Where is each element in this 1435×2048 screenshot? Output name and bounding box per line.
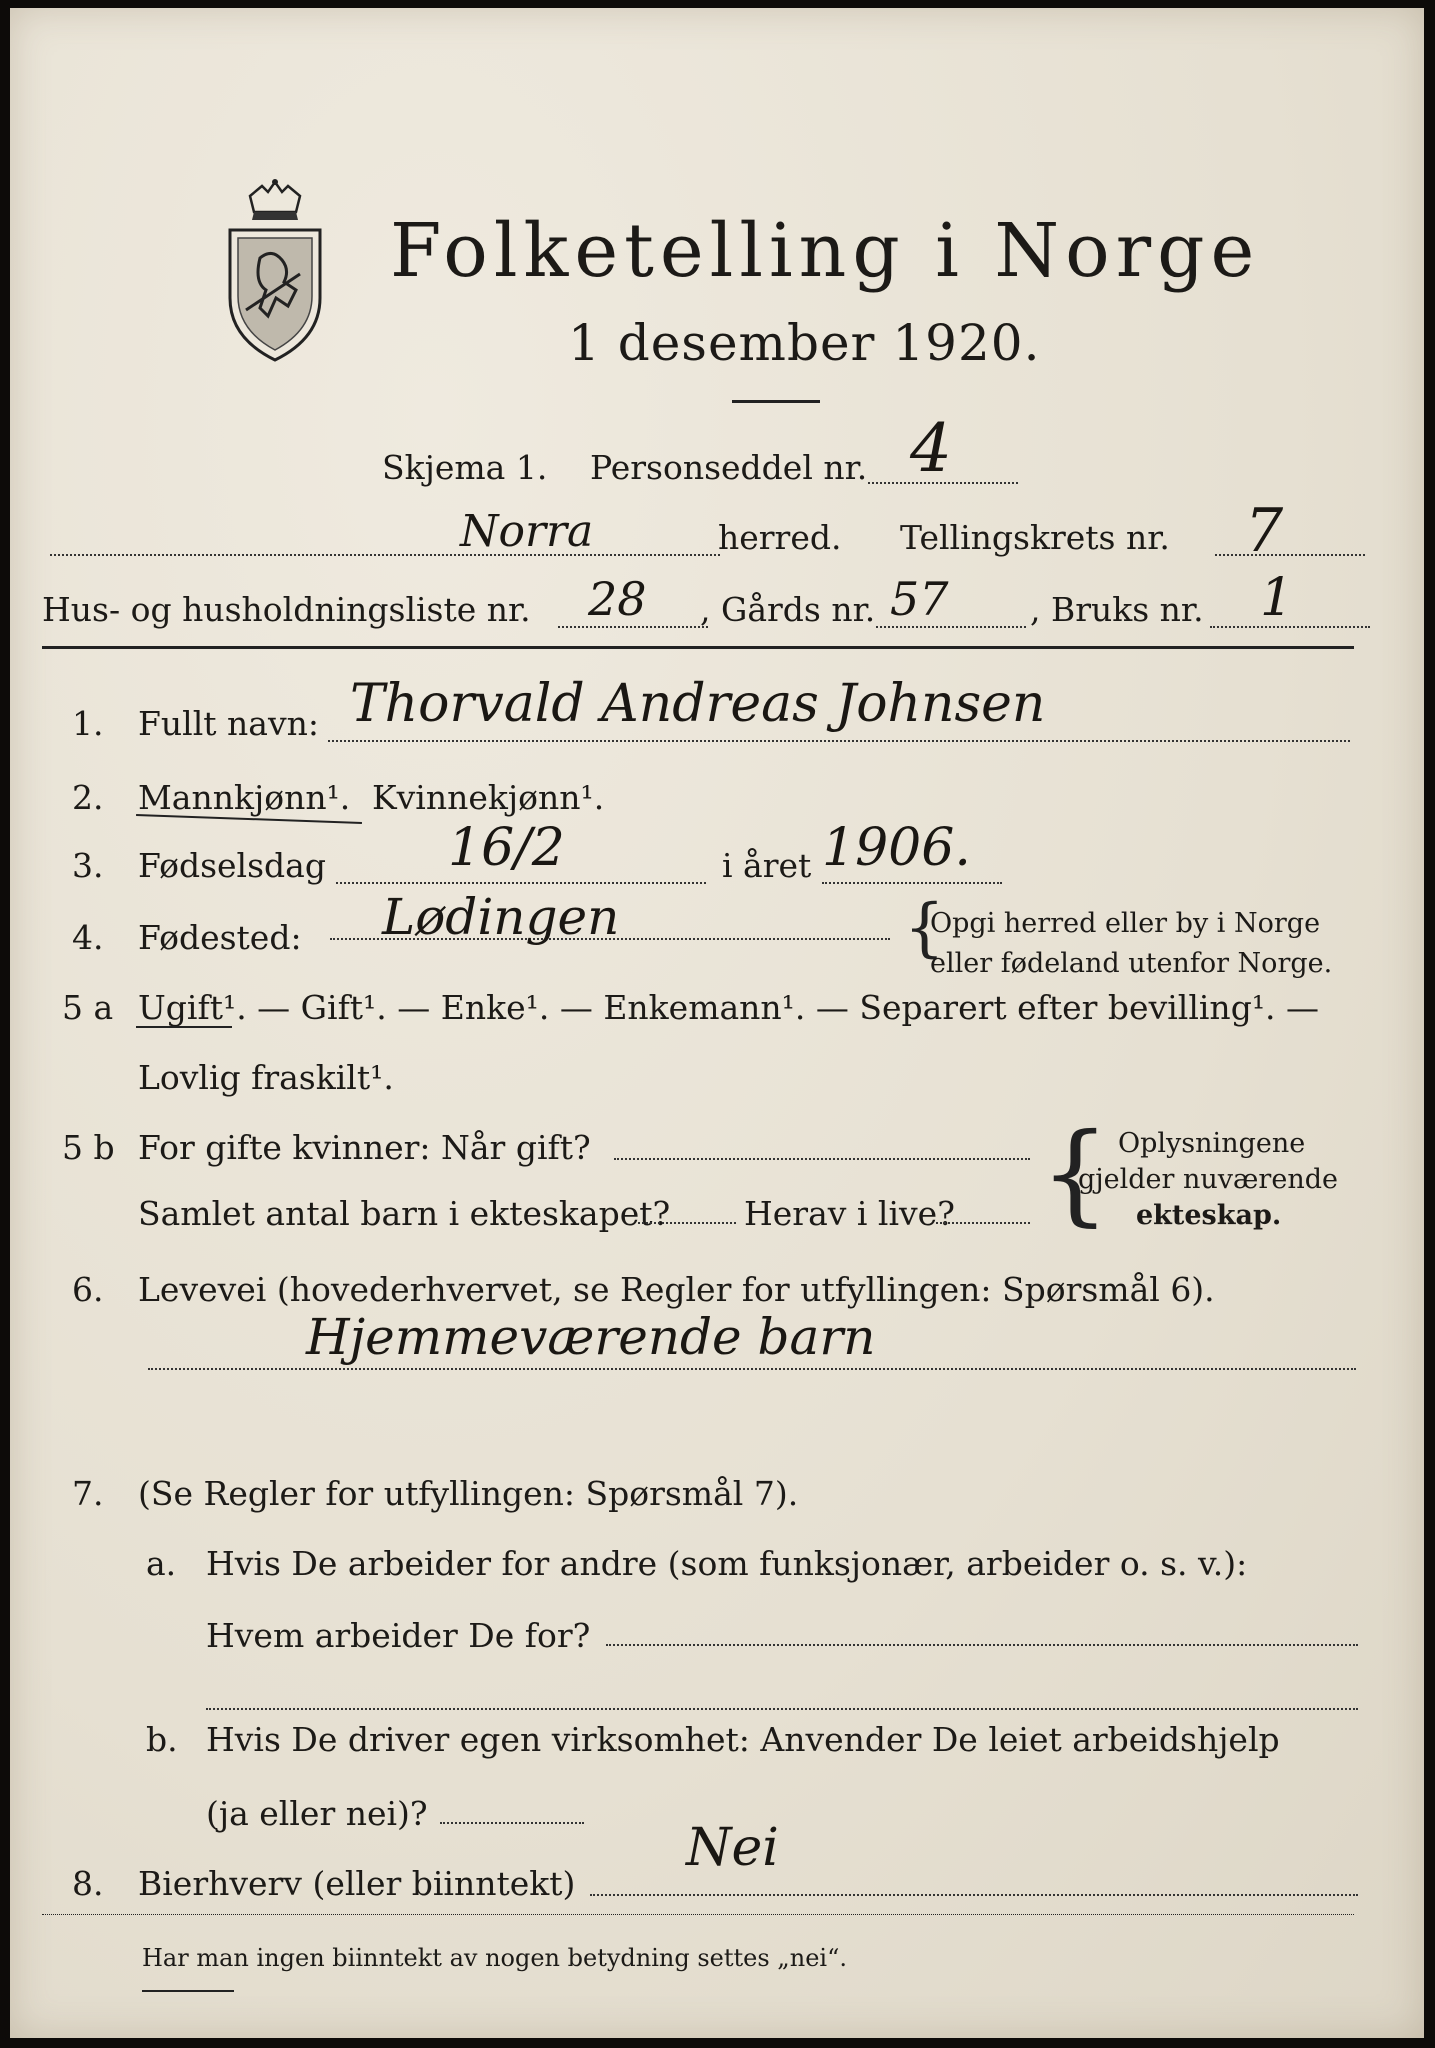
q5b-label-children: Samlet antal barn i ekteskapet? bbox=[138, 1194, 671, 1233]
q3-number: 3. bbox=[72, 846, 104, 885]
form-title: Folketelling i Norge bbox=[390, 208, 1261, 294]
gards-line bbox=[876, 626, 1026, 628]
q5b-married-line[interactable] bbox=[614, 1158, 1030, 1160]
gards-value[interactable]: 57 bbox=[890, 572, 949, 626]
census-date: 1 desember 1920. bbox=[568, 314, 1041, 372]
q4-brace: { bbox=[904, 891, 945, 965]
personseddel-value[interactable]: 4 bbox=[910, 410, 952, 487]
title-divider bbox=[732, 400, 820, 403]
q5b-note-line3: ekteskap. bbox=[1136, 1200, 1282, 1231]
q4-value[interactable]: Lødingen bbox=[382, 888, 620, 946]
q3-year-value[interactable]: 1906. bbox=[822, 818, 971, 878]
q7-label: (Se Regler for utfyllingen: Spørsmål 7). bbox=[138, 1474, 799, 1513]
hus-label: Hus- og husholdningsliste nr. bbox=[42, 590, 531, 629]
herred-value[interactable]: Norra bbox=[460, 506, 594, 557]
q5b-note-line1: Oplysningene bbox=[1118, 1128, 1306, 1159]
q7a-line2[interactable] bbox=[206, 1708, 1358, 1710]
q3-value[interactable]: 16/2 bbox=[448, 818, 565, 878]
q1-label: Fullt navn: bbox=[138, 704, 319, 743]
q8-extra-line bbox=[42, 1914, 1354, 1915]
footer-rule bbox=[142, 1990, 234, 1992]
q7b-letter: b. bbox=[146, 1720, 178, 1759]
tellingskrets-line bbox=[1215, 554, 1365, 556]
q6-line bbox=[148, 1368, 1356, 1370]
q8-number: 8. bbox=[72, 1864, 104, 1903]
herred-line bbox=[50, 554, 720, 556]
q2-female-option[interactable]: Kvinnekjønn¹. bbox=[372, 778, 605, 817]
header-divider bbox=[42, 646, 1354, 649]
norwegian-coat-of-arms-icon bbox=[210, 178, 340, 368]
q8-label: Bierhverv (eller biinntekt) bbox=[138, 1864, 576, 1903]
q5a-number: 5 a bbox=[62, 988, 114, 1027]
q5b-alive-line[interactable] bbox=[936, 1222, 1030, 1224]
q5a-ugift-underline bbox=[136, 1026, 232, 1028]
q2-number: 2. bbox=[72, 778, 104, 817]
q4-note-line1: Opgi herred eller by i Norge bbox=[930, 908, 1321, 939]
hus-line bbox=[558, 626, 708, 628]
q7b-label2: (ja eller nei)? bbox=[206, 1794, 428, 1833]
q1-line bbox=[328, 740, 1350, 742]
q6-number: 6. bbox=[72, 1270, 104, 1309]
q5b-number: 5 b bbox=[62, 1128, 115, 1167]
q3-year-line bbox=[822, 882, 1002, 884]
q5b-label-married: For gifte kvinner: Når gift? bbox=[138, 1128, 591, 1167]
q5b-label-alive: Herav i live? bbox=[744, 1194, 955, 1233]
q5b-children-line[interactable] bbox=[638, 1222, 736, 1224]
q7a-label2: Hvem arbeider De for? bbox=[206, 1616, 591, 1655]
q5b-note-line2: gjelder nuværende bbox=[1078, 1164, 1338, 1195]
q5b-brace: { bbox=[1040, 1109, 1110, 1237]
q4-number: 4. bbox=[72, 918, 104, 957]
q7a-line[interactable] bbox=[606, 1644, 1358, 1646]
q5a-options-line2[interactable]: Lovlig fraskilt¹. bbox=[138, 1058, 394, 1097]
personseddel-label: Personseddel nr. bbox=[590, 448, 868, 487]
q5a-options[interactable]: Ugift¹. — Gift¹. — Enke¹. — Enkemann¹. — Separert efter bevilling¹. — bbox=[138, 988, 1320, 1027]
census-form-page bbox=[10, 8, 1424, 2038]
q3-line bbox=[336, 882, 706, 884]
tellingskrets-label: Tellingskrets nr. bbox=[900, 518, 1170, 557]
tellingskrets-value[interactable]: 7 bbox=[1245, 496, 1284, 566]
q4-note-line2: eller fødeland utenfor Norge. bbox=[930, 948, 1333, 979]
q4-label: Fødested: bbox=[138, 918, 302, 957]
q7a-letter: a. bbox=[146, 1544, 177, 1583]
footer-note: Har man ingen biinntekt av nogen betydning settes „nei“. bbox=[142, 1944, 847, 1972]
q7b-label: Hvis De driver egen virksomhet: Anvender De leiet arbeidshjelp bbox=[206, 1720, 1280, 1759]
q7b-line[interactable] bbox=[440, 1822, 584, 1824]
q6-label: Levevei (hovederhvervet, se Regler for utfyllingen: Spørsmål 6). bbox=[138, 1270, 1215, 1309]
gards-label: , Gårds nr. bbox=[700, 590, 876, 629]
bruks-label: , Bruks nr. bbox=[1030, 590, 1204, 629]
q6-value[interactable]: Hjemmeværende barn bbox=[306, 1308, 876, 1366]
q7-number: 7. bbox=[72, 1474, 104, 1513]
skjema-label: Skjema 1. bbox=[382, 448, 548, 487]
q3-label: Fødselsdag bbox=[138, 846, 326, 885]
hus-value[interactable]: 28 bbox=[588, 572, 647, 626]
q7a-label: Hvis De arbeider for andre (som funksjonær, arbeider o. s. v.): bbox=[206, 1544, 1248, 1583]
q1-value[interactable]: Thorvald Andreas Johnsen bbox=[350, 674, 1046, 734]
q8-line bbox=[590, 1894, 1358, 1896]
herred-label: herred. bbox=[718, 518, 842, 557]
q3-year-label: i året bbox=[722, 846, 812, 885]
q8-value[interactable]: Nei bbox=[686, 1818, 779, 1878]
q2-male-option[interactable]: Mannkjønn¹. bbox=[138, 778, 351, 817]
q1-number: 1. bbox=[72, 704, 104, 743]
bruks-value[interactable]: 1 bbox=[1260, 568, 1294, 628]
